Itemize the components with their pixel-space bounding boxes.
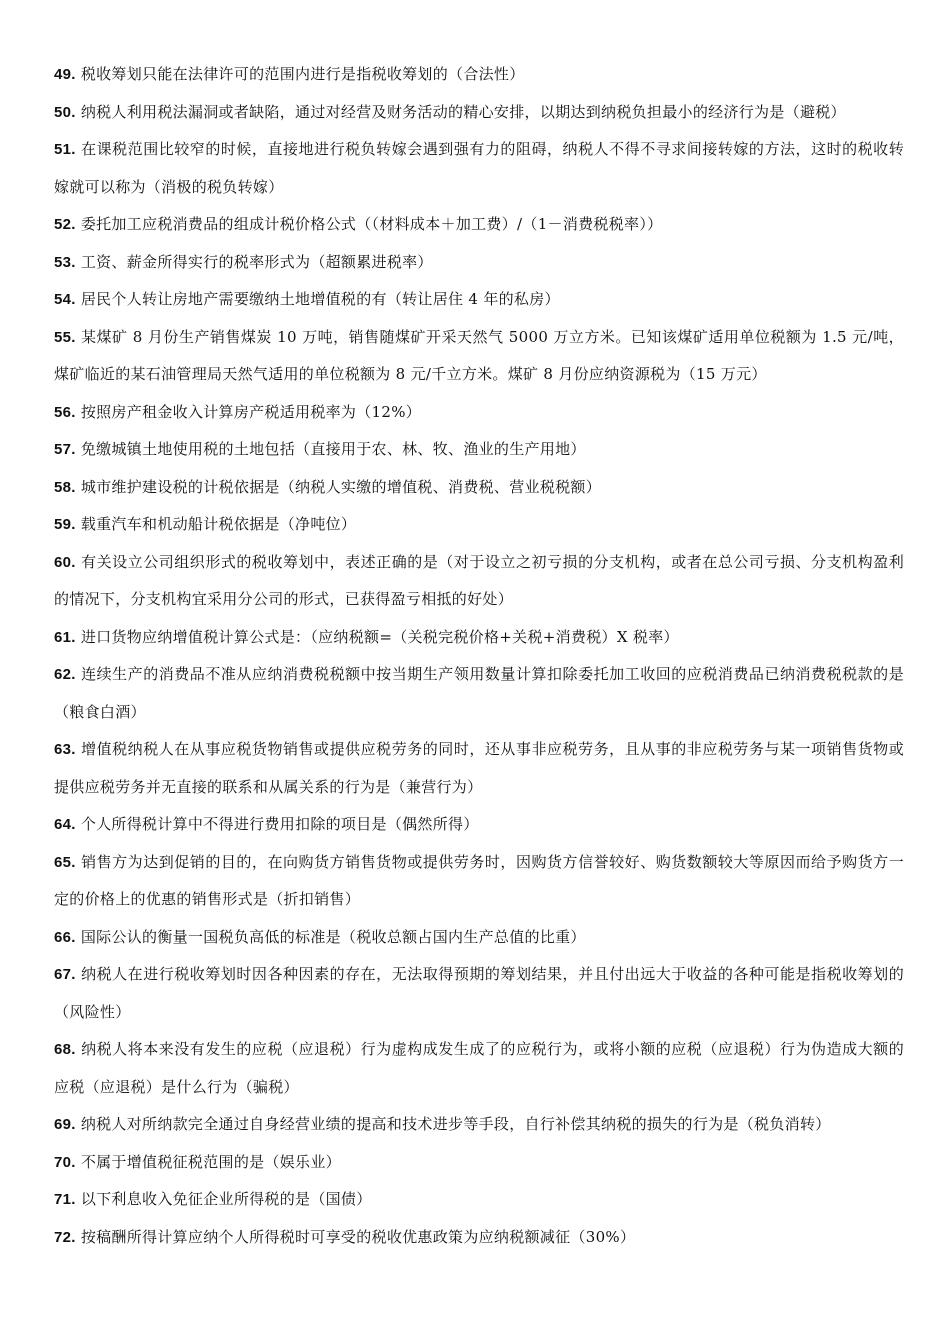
question-number: 54. [54, 291, 76, 308]
question-number: 57. [54, 441, 76, 458]
question-number: 64. [54, 816, 76, 833]
question-number: 62. [54, 666, 76, 683]
question-52 [54, 206, 904, 244]
question-69 [54, 1106, 904, 1144]
question-number: 68. [54, 1041, 76, 1058]
question-text: 进口货物应纳增值税计算公式是：（应纳税额=（关税完税价格+关税+消费税）X 税率） [75, 627, 679, 646]
question-text: 纳税人在进行税收筹划时因各种因素的存在，无法取得预期的筹划结果，并且付出远大于收益的各种可能是指税收筹划的（风险性） [54, 965, 904, 1021]
question-text: 增值税纳税人在从事应税货物销售或提供应税劳务的同时，还从事非应税劳务，且从事的非应税劳务与某一项销售货物或提供应税劳务并无直接的联系和从属关系的行为是（兼营行为） [54, 740, 904, 796]
question-58 [54, 469, 904, 507]
question-55 [54, 319, 904, 394]
question-72 [54, 1219, 904, 1257]
question-text: 载重汽车和机动船计税依据是（净吨位） [75, 515, 357, 533]
question-62 [54, 656, 904, 731]
question-text: 税收筹划只能在法律许可的范围内进行是指税收筹划的（合法性） [75, 65, 525, 83]
question-text: 国际公认的衡量一国税负高低的标准是（税收总额占国内生产总值的比重） [75, 927, 586, 946]
question-number: 69. [54, 1116, 76, 1133]
question-text: 连续生产的消费品不准从应纳消费税税额中按当期生产领用数量计算扣除委托加工收回的应税消费品已纳消费税税款的是（粮食白酒） [54, 665, 904, 721]
question-60 [54, 544, 904, 619]
question-number: 52. [54, 216, 76, 233]
question-number: 49. [54, 66, 76, 83]
question-text: 纳税人利用税法漏洞或者缺陷，通过对经营及财务活动的精心安排，以期达到纳税负担最小的经济行为是（避税） [75, 102, 846, 121]
question-number: 60. [54, 553, 76, 571]
question-61 [54, 619, 904, 657]
question-number: 70. [54, 1153, 76, 1171]
question-number: 55. [54, 328, 76, 346]
question-text: 以下利息收入免征企业所得税的是（国债） [75, 1190, 372, 1208]
question-54 [54, 281, 904, 319]
question-text: 城市维护建设税的计税依据是（纳税人实缴的增值税、消费税、营业税税额） [75, 477, 602, 496]
question-text: 有关设立公司组织形式的税收筹划中，表述正确的是（对于设立之初亏损的分支机构，或者在总公司亏损、分支机构盈利的情况下，分支机构宜采用分公司的形式，已获得盈亏相抵的好处） [54, 552, 904, 608]
question-51 [54, 131, 904, 206]
question-59 [54, 506, 904, 544]
question-text: 纳税人对所纳款完全通过自身经营业绩的提高和技术进步等手段，自行补偿其纳税的损失的行为是（税负消转） [75, 1115, 831, 1133]
question-text: 销售方为达到促销的目的，在向购货方销售货物或提供劳务时，因购货方信誉较好、购货数额较大等原因而给予购货方一定的价格上的优惠的销售形式是（折扣销售） [54, 852, 904, 908]
question-number: 72. [54, 1228, 76, 1246]
question-number: 56. [54, 403, 76, 421]
question-71 [54, 1181, 904, 1219]
question-57 [54, 431, 904, 469]
question-text: 按稿酬所得计算应纳个人所得税时可享受的税收优惠政策为应纳税额减征（30%） [75, 1227, 636, 1246]
question-number: 53. [54, 253, 76, 271]
question-text: 工资、薪金所得实行的税率形式为（超额累进税率） [75, 252, 433, 271]
question-70 [54, 1144, 904, 1182]
question-66 [54, 919, 904, 957]
question-67 [54, 956, 904, 1031]
question-49 [54, 56, 904, 94]
question-text: 居民个人转让房地产需要缴纳土地增值税的有（转让居住 4 年的私房） [75, 290, 560, 308]
question-number: 51. [54, 141, 76, 158]
question-text: 委托加工应税消费品的组成计税价格公式（（材料成本＋加工费）/（1－消费税税率）） [75, 215, 663, 233]
question-text: 免缴城镇土地使用税的土地包括（直接用于农、林、牧、渔业的生产用地） [75, 440, 586, 458]
question-number: 67. [54, 966, 76, 983]
question-number: 61. [54, 628, 76, 646]
question-64 [54, 806, 904, 844]
question-number: 71. [54, 1191, 76, 1208]
question-68 [54, 1031, 904, 1106]
question-text: 按照房产租金收入计算房产税适用税率为（12%） [75, 402, 422, 421]
question-63 [54, 731, 904, 806]
question-text: 某煤矿 8 月份生产销售煤炭 10 万吨，销售随煤矿开采天然气 5000 万立方米。已知该煤矿适用单位税额为 1.5 元/吨，煤矿临近的某石油管理局天然气适用的单位税额为 8 元/千立方米。煤矿 8 月份应纳资源税为（15 万元） [54, 327, 904, 383]
question-text: 纳税人将本来没有发生的应税（应退税）行为虚构成发生成了的应税行为，或将小额的应税（应退税）行为伪造成大额的应税（应退税）是什么行为（骗税） [54, 1040, 904, 1096]
question-text: 个人所得税计算中不得进行费用扣除的项目是（偶然所得） [75, 815, 479, 833]
question-50 [54, 94, 904, 132]
question-number: 66. [54, 928, 76, 946]
question-number: 65. [54, 853, 76, 871]
question-number: 59. [54, 516, 76, 533]
question-53 [54, 244, 904, 282]
question-number: 50. [54, 103, 76, 121]
question-65 [54, 844, 904, 919]
question-text: 在课税范围比较窄的时候，直接地进行税负转嫁会遇到强有力的阻碍，纳税人不得不寻求间接转嫁的方法，这时的税收转嫁就可以称为（消极的税负转嫁） [54, 140, 904, 196]
question-text: 不属于增值税征税范围的是（娱乐业） [75, 1152, 341, 1171]
question-56 [54, 394, 904, 432]
question-number: 58. [54, 478, 76, 496]
question-number: 63. [54, 741, 76, 758]
document-page [54, 56, 904, 1256]
